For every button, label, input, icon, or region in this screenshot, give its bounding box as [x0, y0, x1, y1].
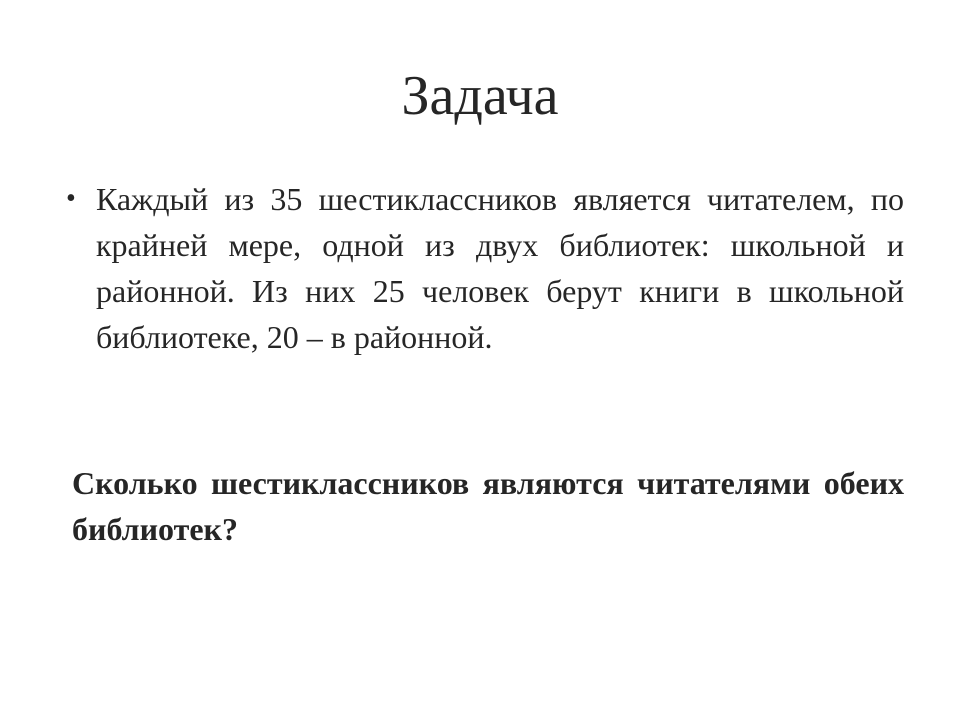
problem-statement: [66, 176, 904, 360]
problem-text: Каждый из 35 шестиклассников является читателем, по крайней мере, одной из двух библиотек: школьной и районной. Из них 25 человек берут книги в школьной библиотеке, 20 – в районной.: [96, 181, 904, 355]
problem-list: [66, 176, 904, 360]
bullet-icon: •: [66, 183, 76, 214]
question-text: Сколько шестиклассников являются читателями обеих библиотек?: [72, 465, 904, 547]
slide-title: Задача: [401, 65, 559, 127]
